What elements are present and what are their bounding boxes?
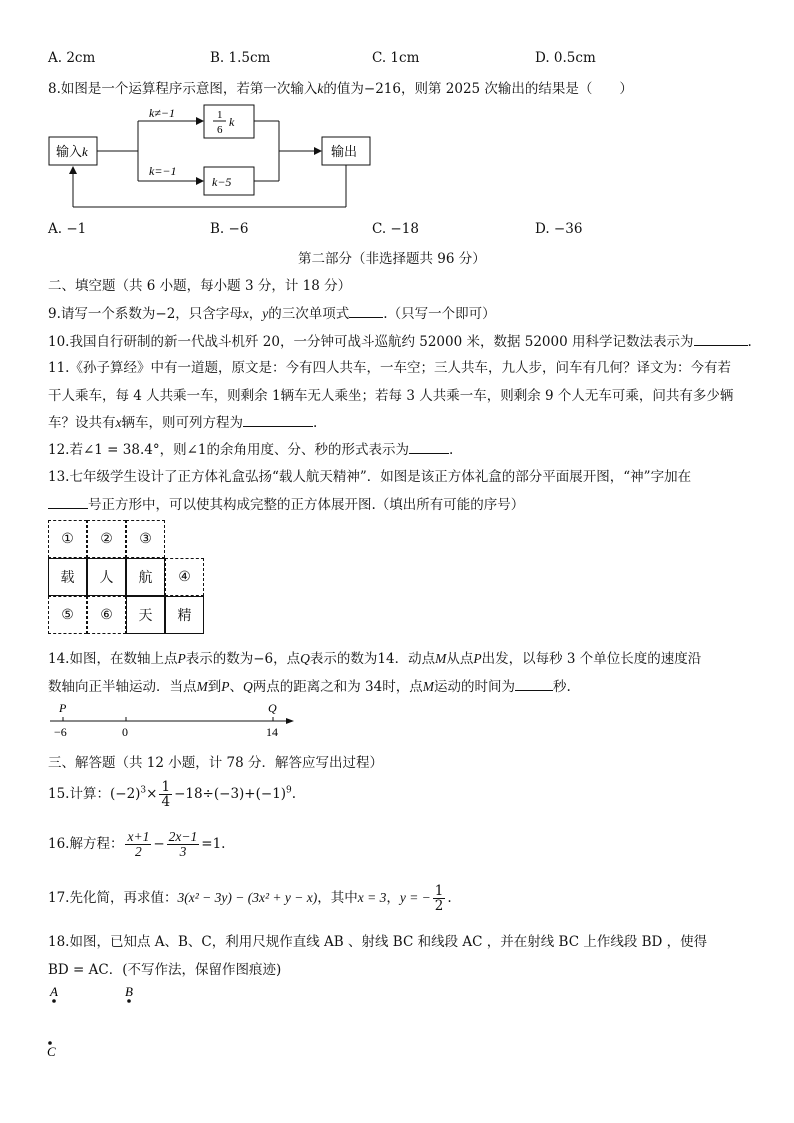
- q9-sep: ，: [248, 306, 263, 322]
- q14-line1: [48, 647, 701, 667]
- net-cell-hang: 航: [126, 558, 165, 596]
- point-c-label: C: [47, 1044, 56, 1059]
- q9-answer-blank[interactable]: [349, 303, 383, 318]
- flow-box-top-var: k: [229, 115, 235, 129]
- section2-heading: 二、填空题（共 6 小题，每小题 3 分，计 18 分）: [48, 278, 352, 294]
- net-cell-zai: 载: [48, 558, 87, 596]
- q13-answer-blank[interactable]: [48, 494, 88, 509]
- q11-var-x: x: [115, 415, 122, 430]
- q17-label: 17.先化简，再求值：: [48, 890, 178, 906]
- point-a-label: A: [50, 984, 58, 999]
- q7-option-a: A. 2cm: [48, 50, 96, 66]
- point-b-label: B: [125, 984, 133, 999]
- q17-sep: ，: [386, 890, 400, 906]
- q8-flowchart: [46, 104, 376, 214]
- q8-var-k: k: [317, 81, 324, 96]
- q16-frac1: $\frac{x+1}{2}$: [127, 829, 150, 859]
- net-cell-tian: 天: [126, 596, 165, 634]
- axis-tick-0: 0: [122, 725, 128, 739]
- net-cell-5: ⑤: [48, 596, 87, 634]
- q14-t4: 从点: [446, 651, 474, 667]
- part2-title: 第二部分（非选择题共 96 分）: [298, 251, 486, 267]
- q14-number-line: [46, 700, 306, 742]
- q14-t7: 到: [207, 679, 222, 695]
- q11-text-b: 辆车，则可列方程为: [121, 415, 243, 431]
- q14-t3: 表示的数为14．动点: [309, 651, 436, 667]
- q8-text-b: 的值为−216，则第 2025 次输出的结果是（ ）: [323, 81, 633, 97]
- q14-M3: M: [422, 679, 434, 694]
- q14-Q: Q: [300, 651, 310, 666]
- q11-line2: 干人乘车，每 4 人共乘一车，则剩余 1辆车无人乘坐；若每 3 人共乘一车，则剩余 9 个人无车可乘，问共有多少辆: [48, 388, 734, 404]
- q17-expr: 3(x² − 3y) − (3x² + y − x): [177, 890, 318, 905]
- q15-exp3: 3: [140, 785, 147, 796]
- q14-P2: P: [473, 651, 482, 666]
- q9-text-c: .（只写一个即可）: [383, 306, 496, 322]
- q8-stem: [48, 77, 633, 97]
- q15-fraction: $\frac{1}{4}$: [161, 779, 171, 810]
- q13-line1: 13.七年级学生设计了正方体礼盒弘扬“载人航天精神”．如图是该正方体礼盒的部分平面展开图，“神”字加在: [48, 469, 692, 485]
- q15: [48, 780, 296, 809]
- q17-where: ，其中: [317, 890, 358, 906]
- q17-y-value: y = −: [399, 890, 431, 905]
- q18-line2: BD = AC．(不写作法，保留作图痕迹): [48, 962, 282, 978]
- flow-box-top-num: 1: [217, 109, 223, 121]
- q14-line2: [48, 675, 571, 695]
- q9: [48, 302, 496, 322]
- q13-line2: [48, 493, 524, 513]
- q11-end: .: [313, 415, 318, 431]
- q14-t1: 14.如图，在数轴上点: [48, 651, 178, 667]
- q17-y-fraction: $\frac{1}{2}$: [434, 883, 444, 914]
- net-cell-2: ②: [87, 520, 126, 558]
- q15-end: .: [291, 786, 297, 802]
- q13-net-grid: [48, 520, 208, 636]
- axis-tick-neg6: −6: [54, 725, 67, 739]
- flow-cond-top: k≠−1: [149, 106, 176, 120]
- q10-text: 10.我国自行研制的新一代战斗机歼 20，一分钟可战斗巡航约 52000 米，数据 52000 用科学记数法表示为: [48, 334, 694, 350]
- q14-t11: 秒.: [552, 679, 571, 695]
- q11-line3: [48, 411, 317, 431]
- q17-x-value: x = 3: [357, 890, 387, 905]
- flow-box-top-den: 6: [217, 124, 223, 136]
- axis-tick-14: 14: [266, 725, 278, 739]
- q12-answer-blank[interactable]: [409, 439, 449, 454]
- q14-t6: 数轴向正半轴运动．当点: [48, 679, 197, 695]
- q15-times: ×: [146, 786, 158, 802]
- q14-M2: M: [196, 679, 208, 694]
- axis-label-p: P: [59, 701, 67, 715]
- q9-text-b: 的三次单项式: [268, 306, 350, 322]
- axis-label-q: Q: [268, 701, 277, 715]
- net-cell-3: ③: [126, 520, 165, 558]
- q9-var-y: y: [262, 306, 269, 321]
- q10-answer-blank[interactable]: [694, 331, 748, 346]
- section3-heading: 三、解答题（共 12 小题，计 78 分．解答应写出过程）: [48, 755, 384, 771]
- q7-option-c: C. 1cm: [372, 50, 420, 66]
- net-cell-6: ⑥: [87, 596, 126, 634]
- q16: [48, 830, 225, 859]
- net-cell-1: ①: [48, 520, 87, 558]
- net-cell-jing: 精: [165, 596, 204, 634]
- q7-option-b: B. 1.5cm: [210, 50, 271, 66]
- q14-t5: 出发，以每秒 3 个单位长度的速度沿: [481, 651, 702, 667]
- flow-output-label: 输出: [331, 144, 358, 159]
- flow-cond-bottom: k=−1: [149, 164, 177, 178]
- q14-Q2: Q: [243, 679, 253, 694]
- q16-minus: −: [153, 836, 165, 852]
- q18-points-figure: [40, 982, 160, 1062]
- q16-label: 16.解方程：: [48, 836, 124, 852]
- q15-expr: −18÷(−3)+(−1): [174, 786, 287, 802]
- q12-end: .: [448, 442, 454, 458]
- q8-text-a: 8.如图是一个运算程序示意图，若第一次输入: [48, 81, 318, 97]
- q14-t8: 、: [229, 679, 243, 695]
- q9-text-a: 9.请写一个系数为−2，只含字母: [48, 306, 243, 322]
- net-cell-4: ④: [165, 558, 204, 596]
- q14-P: P: [177, 651, 186, 666]
- q8-option-b: B. −6: [210, 221, 249, 237]
- q12: [48, 438, 453, 458]
- q16-frac2: $\frac{2x-1}{3}$: [168, 829, 198, 859]
- q8-option-c: C. −18: [372, 221, 419, 237]
- q10-end: .: [747, 334, 752, 350]
- q8-option-a: A. −1: [48, 221, 87, 237]
- q8-option-d: D. −36: [535, 221, 583, 237]
- point-a: [52, 999, 56, 1003]
- q7-option-d: D. 0.5cm: [535, 50, 596, 66]
- q14-t9: 两点的距离之和为 34时，点: [252, 679, 423, 695]
- q17-end: .: [447, 890, 452, 906]
- q16-rhs: =1.: [201, 836, 226, 852]
- q14-P3: P: [221, 679, 230, 694]
- q11-answer-blank[interactable]: [243, 412, 313, 427]
- point-b: [127, 999, 131, 1003]
- q11-line1: 11.《孙子算经》中有一道题，原文是：今有四人共车，一车空；三人共车，九人步，问车有几何？译文为：今有若: [48, 360, 731, 376]
- q14-M: M: [435, 651, 447, 666]
- net-cell-ren: 人: [87, 558, 126, 596]
- q14-t10: 运动的时间为: [433, 679, 515, 695]
- q15-label: 15.计算：: [48, 786, 110, 802]
- flow-box-bottom-label: k−5: [212, 175, 232, 189]
- q14-answer-blank[interactable]: [515, 676, 553, 691]
- q15-exp9: 9: [286, 785, 292, 796]
- q13-text: 号正方形中，可以使其构成完整的正方体展开图.（填出所有可能的序号）: [88, 497, 525, 513]
- q12-text: 12.若∠1 = 38.4°，则∠1的余角用度、分、秒的形式表示为: [48, 442, 409, 458]
- q14-t2: 表示的数为−6，点: [185, 651, 301, 667]
- q17: [48, 884, 452, 913]
- flow-input-label: 输入k: [56, 144, 88, 159]
- q15-base: (−2): [109, 786, 141, 802]
- q10: [48, 330, 752, 350]
- q9-var-x: x: [242, 306, 249, 321]
- q11-text-a: 车？设共有: [48, 415, 116, 431]
- q18-line1: 18.如图，已知点 A、B、C，利用尺规作直线 AB 、射线 BC 和线段 AC ，并在射线 BC 上作线段 BD ，使得: [48, 934, 708, 950]
